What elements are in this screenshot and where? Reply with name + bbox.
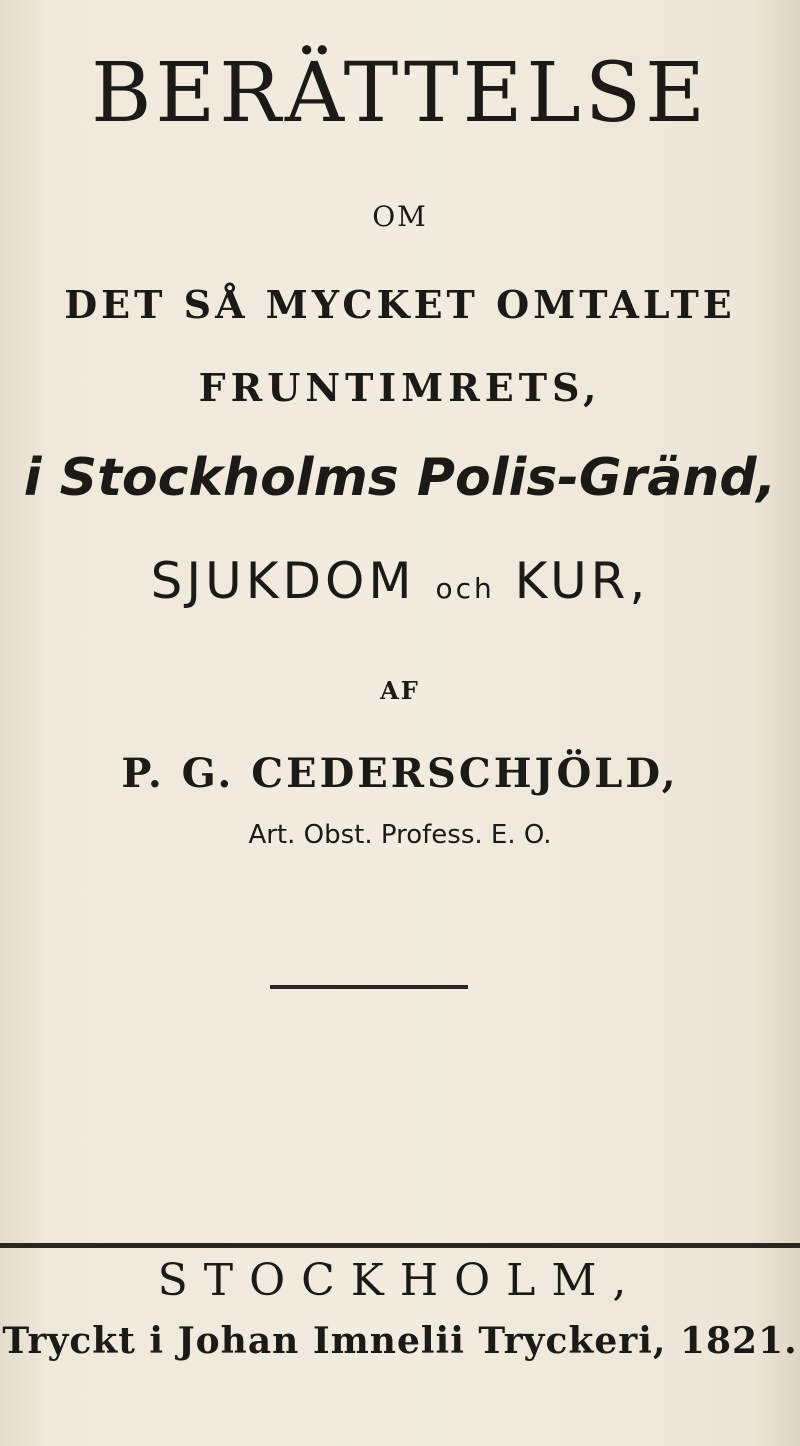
subtitle-line-1: DET SÅ MYCKET OMTALTE	[64, 282, 736, 327]
imprint-city: STOCKHOLM,	[157, 1255, 643, 1306]
subtitle-line-3	[0, 552, 800, 610]
subtitle-word-sjukdom: SJUKDOM	[150, 552, 416, 610]
book-title: BERÄTTELSE	[91, 46, 709, 141]
imprint-printer: Tryckt i Johan Imnelii Tryckeri, 1821.	[2, 1320, 798, 1362]
subtitle-location: i Stockholms Polis-Gränd,	[23, 448, 777, 508]
byline-af: AF	[380, 676, 420, 705]
short-divider-rule	[270, 985, 468, 989]
author-title: Art. Obst. Profess. E. O.	[248, 820, 552, 850]
subtitle-line-2: FRUNTIMRETS,	[198, 365, 602, 410]
long-divider-rule	[0, 1243, 800, 1248]
subtitle-word-kur: KUR,	[514, 552, 650, 610]
title-connector-om: OM	[372, 200, 428, 233]
author-name: P. G. CEDERSCHJÖLD,	[121, 750, 679, 797]
subtitle-word-och: och	[435, 572, 495, 605]
